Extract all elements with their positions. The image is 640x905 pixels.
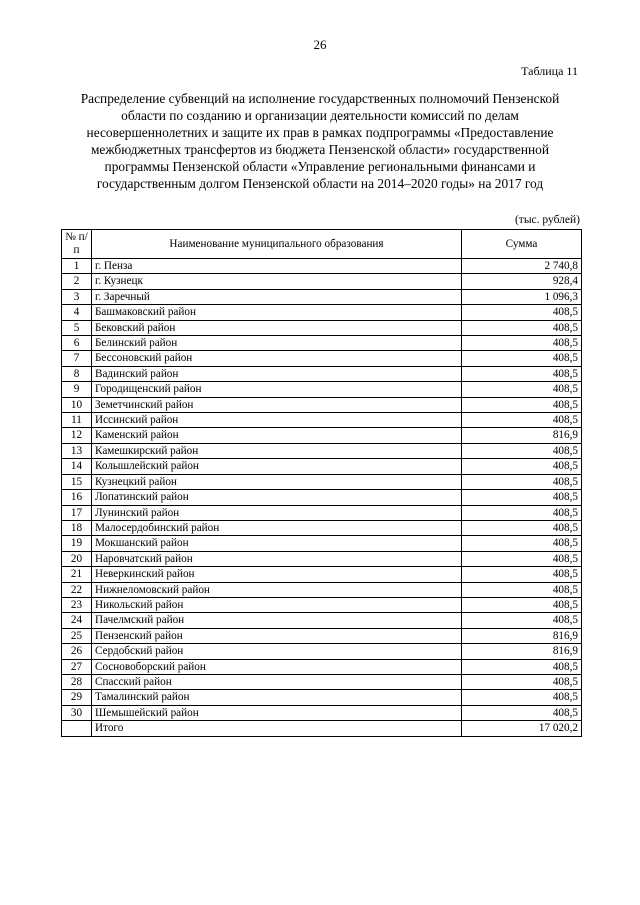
table-row <box>62 690 582 705</box>
row-sum: 408,5 <box>462 413 582 428</box>
row-sum: 408,5 <box>462 320 582 335</box>
page-number: 26 <box>313 37 327 52</box>
table-row <box>62 567 582 582</box>
row-sum: 408,5 <box>462 490 582 505</box>
row-sum: 408,5 <box>462 536 582 551</box>
row-name: г. Пенза <box>92 259 462 274</box>
row-number: 23 <box>62 597 92 612</box>
row-sum: 408,5 <box>462 366 582 381</box>
row-sum: 408,5 <box>462 674 582 689</box>
row-number: 3 <box>62 289 92 304</box>
row-name: Бековский район <box>92 320 462 335</box>
row-name: Бессоновский район <box>92 351 462 366</box>
row-number: 4 <box>62 305 92 320</box>
row-number: 16 <box>62 490 92 505</box>
table-row <box>62 382 582 397</box>
row-name: Шемышейский район <box>92 705 462 720</box>
table-row <box>62 428 582 443</box>
table-row <box>62 674 582 689</box>
header-name: Наименование муниципального образования <box>92 230 462 259</box>
row-number: 26 <box>62 644 92 659</box>
row-number: 13 <box>62 443 92 458</box>
row-number: 14 <box>62 459 92 474</box>
row-sum: 408,5 <box>462 597 582 612</box>
row-number: 1 <box>62 259 92 274</box>
row-number: 7 <box>62 351 92 366</box>
table-row <box>62 366 582 381</box>
row-number: 5 <box>62 320 92 335</box>
table-header <box>62 230 582 259</box>
total-row <box>62 721 582 736</box>
row-name: Лопатинский район <box>92 490 462 505</box>
row-number: 24 <box>62 613 92 628</box>
row-number: 25 <box>62 628 92 643</box>
row-name: Колышлейский район <box>92 459 462 474</box>
table-row <box>62 474 582 489</box>
table-row <box>62 320 582 335</box>
header-sum: Сумма <box>462 230 582 259</box>
row-number: 17 <box>62 505 92 520</box>
row-sum: 928,4 <box>462 274 582 289</box>
row-number: 18 <box>62 520 92 535</box>
total-sum: 17 020,2 <box>462 721 582 736</box>
row-name: Сердобский район <box>92 644 462 659</box>
row-sum: 816,9 <box>462 628 582 643</box>
row-sum: 408,5 <box>462 351 582 366</box>
table-row <box>62 597 582 612</box>
row-number: 28 <box>62 674 92 689</box>
row-name: Камешкирский район <box>92 443 462 458</box>
table-row <box>62 705 582 720</box>
table-row <box>62 613 582 628</box>
row-name: Никольский район <box>92 597 462 612</box>
row-number: 29 <box>62 690 92 705</box>
row-number: 15 <box>62 474 92 489</box>
table-row <box>62 644 582 659</box>
row-number: 11 <box>62 413 92 428</box>
row-number: 6 <box>62 336 92 351</box>
row-sum: 408,5 <box>462 705 582 720</box>
table-row <box>62 274 582 289</box>
row-sum: 408,5 <box>462 459 582 474</box>
row-number: 12 <box>62 428 92 443</box>
row-name: Лунинский район <box>92 505 462 520</box>
table-row <box>62 305 582 320</box>
row-sum: 408,5 <box>462 520 582 535</box>
row-name: Башмаковский район <box>92 305 462 320</box>
row-name: Иссинский район <box>92 413 462 428</box>
row-name: Тамалинский район <box>92 690 462 705</box>
table-label: Таблица 11 <box>521 64 578 78</box>
row-name: Вадинский район <box>92 366 462 381</box>
table-row <box>62 520 582 535</box>
row-number: 9 <box>62 382 92 397</box>
table-row <box>62 351 582 366</box>
row-sum: 1 096,3 <box>462 289 582 304</box>
row-name: Каменский район <box>92 428 462 443</box>
row-sum: 408,5 <box>462 443 582 458</box>
row-sum: 408,5 <box>462 582 582 597</box>
row-number: 8 <box>62 366 92 381</box>
row-sum: 408,5 <box>462 382 582 397</box>
row-name: г. Заречный <box>92 289 462 304</box>
row-number: 22 <box>62 582 92 597</box>
subsidy-table <box>61 229 582 737</box>
row-sum: 2 740,8 <box>462 259 582 274</box>
table-row <box>62 397 582 412</box>
row-sum: 408,5 <box>462 474 582 489</box>
table-row <box>62 659 582 674</box>
row-number: 27 <box>62 659 92 674</box>
row-name: Неверкинский район <box>92 567 462 582</box>
row-name: Пензенский район <box>92 628 462 643</box>
row-name: Сосновоборский район <box>92 659 462 674</box>
table-body <box>62 259 582 737</box>
table-row <box>62 628 582 643</box>
row-sum: 408,5 <box>462 613 582 628</box>
row-number: 10 <box>62 397 92 412</box>
row-sum: 816,9 <box>462 428 582 443</box>
table-row <box>62 459 582 474</box>
row-number: 20 <box>62 551 92 566</box>
row-sum: 408,5 <box>462 505 582 520</box>
table-row <box>62 582 582 597</box>
table-row <box>62 413 582 428</box>
row-name: Нижнеломовский район <box>92 582 462 597</box>
table-row <box>62 289 582 304</box>
row-name: Белинский район <box>92 336 462 351</box>
row-sum: 816,9 <box>462 644 582 659</box>
table-row <box>62 505 582 520</box>
units-label: (тыс. рублей) <box>514 214 580 226</box>
table-row <box>62 536 582 551</box>
row-sum: 408,5 <box>462 397 582 412</box>
row-name: Кузнецкий район <box>92 474 462 489</box>
table-row <box>62 551 582 566</box>
row-name: Пачелмский район <box>92 613 462 628</box>
row-number: 21 <box>62 567 92 582</box>
row-name: Мокшанский район <box>92 536 462 551</box>
row-number: 2 <box>62 274 92 289</box>
row-name: г. Кузнецк <box>92 274 462 289</box>
row-sum: 408,5 <box>462 659 582 674</box>
row-sum: 408,5 <box>462 305 582 320</box>
row-name: Наровчатский район <box>92 551 462 566</box>
row-number: 19 <box>62 536 92 551</box>
row-name: Малосердобинский район <box>92 520 462 535</box>
row-name: Земетчинский район <box>92 397 462 412</box>
table-row <box>62 490 582 505</box>
row-sum: 408,5 <box>462 567 582 582</box>
header-number: № п/п <box>62 230 92 259</box>
total-label: Итого <box>92 721 462 736</box>
table-row <box>62 259 582 274</box>
row-sum: 408,5 <box>462 551 582 566</box>
table-row <box>62 443 582 458</box>
row-number: 30 <box>62 705 92 720</box>
document-title: Распределение субвенций на исполнение государственных полномочий Пензенской области по созданию и организации деятельности комиссий по делам несовершеннолетних и защите их прав в рамках подпрограммы «Предоставление межбюджетных трансфертов из бюджета Пензенской области» государственной программы Пензенской области «Управление региональными финансами и государственным долгом Пензенской области на 2014–2020 годы» на 2017 год <box>80 91 560 191</box>
row-sum: 408,5 <box>462 336 582 351</box>
row-sum: 408,5 <box>462 690 582 705</box>
row-name: Городищенский район <box>92 382 462 397</box>
row-name: Спасский район <box>92 674 462 689</box>
table-row <box>62 336 582 351</box>
total-number <box>62 721 92 736</box>
